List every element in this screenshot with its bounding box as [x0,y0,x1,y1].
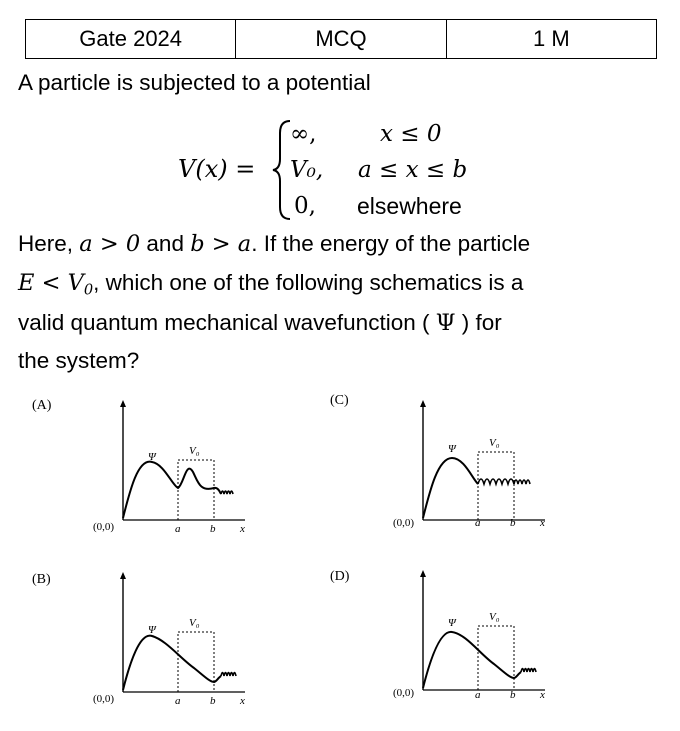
svg-text:x: x [240,695,245,707]
svg-text:x: x [540,689,545,701]
option-c-label: (C) [330,393,349,408]
question-intro: A particle is subjected to a potential [18,70,371,95]
svg-text:V₀: V₀ [489,437,500,449]
question-header-table [25,19,657,59]
option-b-label: (B) [32,572,51,587]
svg-text:x: x [240,523,245,535]
option-d-label: (D) [330,569,350,584]
option-b-graph[interactable] [90,572,260,707]
svg-text:V₀: V₀ [489,611,500,623]
svg-text:(0,0): (0,0) [93,693,115,705]
svg-text:Ψ: Ψ [448,443,456,455]
svg-text:Ψ: Ψ [148,624,156,636]
case-value-3: 0, [294,193,316,219]
svg-text:Ψ: Ψ [448,617,456,629]
svg-text:b: b [510,517,516,529]
question-type-cell: MCQ [236,20,446,59]
case-condition-3: elsewhere [357,193,462,219]
svg-text:V₀: V₀ [189,617,200,629]
case-value-1: ∞, [290,121,317,147]
question-line-3: valid quantum mechanical wavefunction ( Ψ ) for [18,310,502,336]
svg-text:a: a [475,689,481,701]
marks-cell: 1 M [446,20,656,59]
option-a-label: (A) [32,398,52,413]
question-line-2: $E < V_0$, which one of the following schematics is a [18,270,524,299]
svg-text:V₀: V₀ [189,445,200,457]
svg-text:a: a [175,523,181,535]
svg-text:a: a [475,517,481,529]
case-condition-1: x ≤ 0 [380,121,442,147]
exam-name-cell: Gate 2024 [26,20,236,59]
option-a-graph[interactable] [90,400,260,535]
svg-text:Ψ: Ψ [148,451,156,463]
svg-text:(0,0): (0,0) [393,687,415,699]
option-d-graph[interactable] [390,570,560,700]
option-c-graph[interactable] [390,400,560,530]
svg-text:(0,0): (0,0) [393,517,415,529]
equation-lhs: V(x) = [178,155,256,183]
svg-text:x: x [540,517,545,529]
question-line-1: Here, a > 0 and b > a. If the energy of the particle [18,231,531,257]
case-value-2: V₀, [290,157,324,183]
svg-text:b: b [210,523,216,535]
svg-text:b: b [210,695,216,707]
svg-text:b: b [510,689,516,701]
svg-text:(0,0): (0,0) [93,521,115,533]
question-line-4: the system? [18,348,140,373]
svg-text:a: a [175,695,181,707]
case-condition-2: a ≤ x ≤ b [358,157,468,183]
potential-equation [170,115,490,225]
